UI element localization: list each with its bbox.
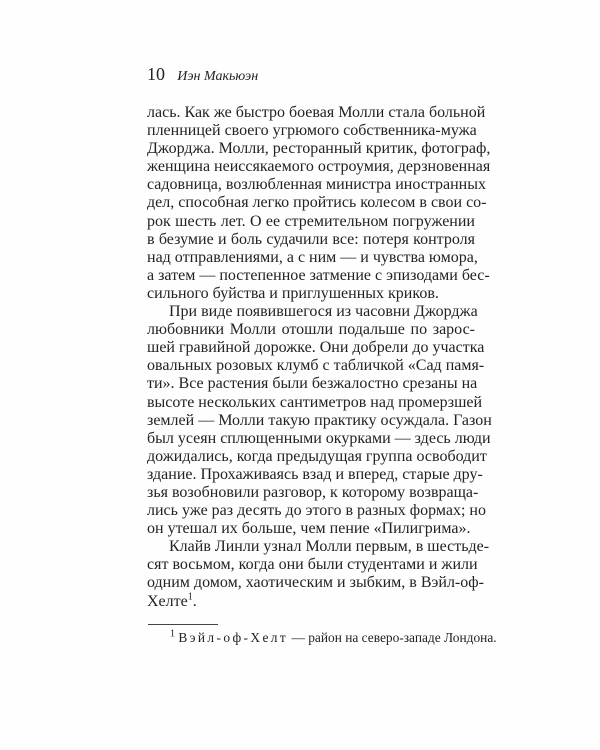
footnote-text: — район на северо-западе Лондона. <box>288 630 497 645</box>
line-text: а затем — постепенное затмение с эпизодами бес- <box>147 266 490 284</box>
line-text: дел, способная легко пройтись колесом в свои со- <box>147 194 487 212</box>
line-text: был усеян сплющенными окурками — здесь люди <box>147 429 491 447</box>
line-text: Клайв Линли узнал Молли первым, в шестьде- <box>169 538 490 556</box>
text-line <box>147 231 475 249</box>
line-text: садовница, возлюбленная министра иностранных <box>147 176 486 194</box>
text-line <box>147 520 475 538</box>
body-text <box>147 104 492 611</box>
line-text: шей гравийной дорожке. Они добрели до участка <box>147 339 485 357</box>
line-text: сильного буйства и приглушенных криков. <box>147 284 439 302</box>
line-text: пленницей своего угрюмого собственника-мужа <box>147 122 477 140</box>
line-text: лась. Как же быстро боевая Молли стала больной <box>147 104 486 121</box>
text-line <box>147 357 485 375</box>
footnote-term: Вэйл-оф-Хелт <box>178 630 289 645</box>
line-text: высоте нескольких сантиметров над промерзшей <box>147 393 483 411</box>
line-text: он утешал их больше, чем пение «Пилигрима». <box>147 520 471 538</box>
text-line <box>147 465 483 484</box>
line-text: дожидались, когда предыдущая группа освободит <box>147 447 487 465</box>
footnote-reference: 1 <box>187 591 193 603</box>
text-line <box>147 158 491 176</box>
text-line <box>147 176 486 194</box>
footnote-marker: 1 <box>170 628 175 640</box>
line-text: в безумие и боль судачили все: потеря контроля <box>147 230 475 248</box>
text-line <box>147 393 483 412</box>
text-line <box>147 104 486 122</box>
text-line <box>147 213 475 231</box>
line-text: любовники Молли отошли подальше по зарос- <box>147 321 475 339</box>
line-text: лись уже раз десять до этого в разных формах; но <box>147 502 486 520</box>
text-line <box>147 556 478 574</box>
text-line <box>147 303 478 321</box>
text-line <box>147 574 484 592</box>
text-line <box>147 285 475 303</box>
text-line <box>147 122 475 140</box>
line-text: здание. Прохаживаясь взад и вперед, старые дру- <box>147 465 483 483</box>
line-text: сят восьмом, когда они были студентами и жили <box>147 556 478 574</box>
line-text: женщина неиссякаемого остроумия, дерзновенная <box>147 158 491 176</box>
line-text: над отправлениями, а с ним — и чувства юмора, <box>147 248 478 266</box>
running-header <box>147 64 258 87</box>
text-line <box>147 447 487 466</box>
text-line <box>147 194 487 212</box>
page-number: 10 <box>147 64 165 84</box>
line-text: одним домом, хаотическим и зыбким, в Вэйл-оф- <box>147 574 484 592</box>
running-title: Иэн Макьюэн <box>177 69 259 84</box>
text-line <box>147 429 491 448</box>
line-text: ти». Все растения были безжалостно срезаны на <box>147 375 478 393</box>
line-text: овальных розовых клумб с табличкой «Сад памя- <box>147 357 485 375</box>
text-line <box>147 593 475 611</box>
text-line <box>147 502 486 520</box>
text-line <box>147 411 492 430</box>
line-text: Хелте <box>147 592 188 610</box>
text-line <box>147 266 490 285</box>
line-text: зья возобновили разговор, к которому возвраща- <box>147 483 479 501</box>
text-line <box>147 339 485 357</box>
footnote-divider <box>148 624 218 625</box>
text-line <box>147 140 491 158</box>
text-line <box>147 538 490 556</box>
line-punctuation: . <box>192 592 197 610</box>
footnote <box>170 630 497 646</box>
line-text: рок шесть лет. О ее стремительном погружении <box>147 212 475 230</box>
text-line <box>147 483 479 502</box>
text-line <box>147 375 478 393</box>
text-line <box>147 248 478 267</box>
line-text: землей — Молли такую практику осуждала. Газон <box>147 411 492 429</box>
line-text: Джорджа. Молли, ресторанный критик, фотограф, <box>147 140 491 158</box>
line-text: При виде появившегося из часовни Джорджа <box>169 303 478 321</box>
text-line <box>147 321 475 339</box>
